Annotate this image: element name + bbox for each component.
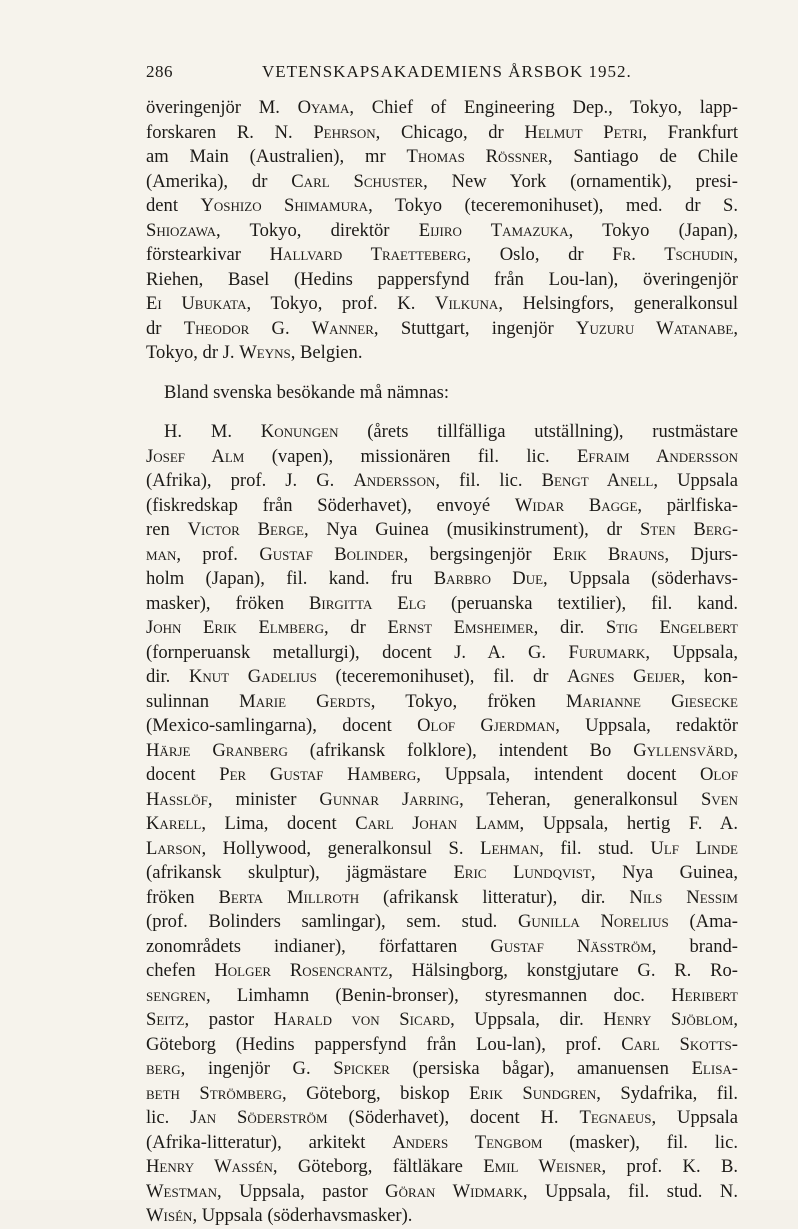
person-name: Gunilla Norelius <box>517 911 669 932</box>
person-name: Stig Engelbert <box>605 617 738 638</box>
person-name: Henry Wassén <box>146 1156 273 1177</box>
text-run: , Helsingfors, generalkonsul <box>498 293 738 314</box>
text-line <box>146 1082 738 1107</box>
text-run: (afrikansk folklore), intendent Bo <box>287 739 634 761</box>
person-name: Carl Schuster <box>291 170 424 192</box>
person-name: Furumark <box>568 641 646 663</box>
person-name: Efraim Andersson <box>577 445 738 467</box>
person-name: Andersson <box>353 470 436 491</box>
text-run: , Hollywood, generalkonsul S. <box>201 837 481 859</box>
text-run: , Tokyo, fröken <box>370 690 566 712</box>
text-line <box>146 292 738 317</box>
text-line <box>146 543 738 568</box>
text-run: , bergsingenjör <box>403 543 553 565</box>
person-name: Emil Weisner <box>483 1156 602 1177</box>
person-name: Larson <box>146 837 202 859</box>
text-run: , Nya Guinea, <box>590 862 739 883</box>
text-run: , Uppsala, hertig F. A. <box>519 813 738 834</box>
text-run: (prof. Bolinders samlingar), sem. stud. <box>146 911 518 932</box>
person-name: Gunnar Jarring <box>319 788 460 810</box>
text-run: , Stuttgart, ingenjör <box>373 317 577 339</box>
person-name: Konungen <box>260 421 339 442</box>
person-name: Yoshizo Shimamura <box>200 195 369 216</box>
person-name: Gyllensvärd <box>633 739 734 761</box>
person-name: Birgitta Elg <box>308 592 426 614</box>
text-line <box>146 1155 738 1180</box>
text-run: (afrikansk litteratur), dir. <box>359 886 630 908</box>
text-line <box>146 145 738 170</box>
person-name: Marianne Giesecke <box>565 690 738 712</box>
text-line <box>146 714 738 739</box>
text-run: , Teheran, generalkonsul <box>459 788 701 810</box>
person-name: Helmut Petri <box>524 121 643 143</box>
text-run: , Uppsala (söderhavs- <box>543 568 738 589</box>
text-run: , Santiago de Chile <box>547 146 739 167</box>
person-name: Jan Söderström <box>190 1107 328 1128</box>
text-line <box>146 494 738 519</box>
text-run: , Nya Guinea (musikinstrument), dr <box>303 519 640 540</box>
text-run: zonområdets indianer), författaren <box>146 935 491 957</box>
text-line <box>146 886 738 911</box>
text-run: , Tokyo (Japan), <box>568 219 738 241</box>
person-name: Shiozawa <box>146 219 216 241</box>
text-run: , fil. lic. <box>435 470 542 491</box>
text-run: sulinnan <box>146 690 240 712</box>
person-name: Lehman <box>480 837 540 859</box>
person-name: Tegnaeus <box>579 1107 652 1128</box>
text-run: , Tokyo, prof. K. <box>246 293 436 314</box>
text-run: , <box>733 1009 738 1030</box>
text-line <box>146 121 738 146</box>
text-run: , Uppsala (söderhavsmasker). <box>192 1205 413 1226</box>
text-line <box>146 763 738 788</box>
text-line <box>146 665 738 690</box>
text-run: , Sydafrika, fil. <box>596 1082 738 1104</box>
person-name: Vilkuna <box>435 293 499 314</box>
text-line <box>146 812 738 837</box>
person-name: John Erik Elmberg <box>146 617 324 638</box>
person-name: Weyns <box>239 342 291 363</box>
person-name: Olof Gjerdman <box>417 715 556 736</box>
person-name: berg <box>146 1058 181 1079</box>
text-run: , pastor <box>184 1009 274 1030</box>
text-run: , Uppsala, redaktör <box>555 715 738 736</box>
text-line <box>146 341 738 366</box>
person-name: Gustaf Bolinder <box>259 543 404 565</box>
text-line <box>146 518 738 543</box>
text-run: , Uppsala, intendent docent <box>416 764 700 785</box>
text-run: , prof. K. B. <box>601 1156 738 1177</box>
person-name: Carl Skotts- <box>621 1033 738 1055</box>
person-name: Sven <box>700 788 739 810</box>
person-name: Heribert <box>671 984 738 1006</box>
text-run: Tokyo, dr J. <box>146 342 240 363</box>
text-run: , fil. stud. <box>539 837 651 859</box>
text-line <box>146 170 738 195</box>
text-run: chefen <box>146 960 215 981</box>
text-run: masker), fröken <box>146 592 309 614</box>
person-name: Agnes Geijer <box>567 666 681 687</box>
text-run: fröken <box>146 886 219 908</box>
person-name: Yuzuru Watanabe <box>576 317 734 339</box>
person-name: Eijiro Tamazuka <box>418 219 569 241</box>
text-line <box>146 641 738 666</box>
text-run: , Belgien. <box>290 342 363 363</box>
text-line <box>146 268 738 293</box>
person-name: Göran Widmark <box>385 1180 523 1202</box>
person-name: Holger Rosencrantz <box>214 960 389 981</box>
text-run: dr <box>146 317 184 339</box>
text-line <box>146 788 738 813</box>
person-name: Carl Johan Lamm <box>355 813 520 834</box>
person-name: Bengt Anell <box>541 470 654 491</box>
text-line <box>146 469 738 494</box>
text-run: , Uppsala, <box>645 641 738 663</box>
text-line <box>146 690 738 715</box>
text-run: , Uppsala, dir. <box>450 1009 604 1030</box>
text-line <box>146 1204 738 1229</box>
text-line <box>146 243 738 268</box>
text-run: (Amerika), dr <box>146 170 292 192</box>
text-run: (afrikansk skulptur), jägmästare <box>146 862 454 883</box>
text-line <box>146 381 738 406</box>
person-name: Eric Lundqvist <box>453 862 591 883</box>
person-name: Elisa- <box>691 1058 739 1079</box>
text-run: am Main (Australien), mr <box>146 146 407 167</box>
text-run: , Tokyo (teceremonihuset), med. dr S. <box>368 195 738 216</box>
text-line <box>146 935 738 960</box>
text-run: forskaren R. N. <box>146 121 314 143</box>
person-name: Sten Berg- <box>639 519 739 540</box>
text-run: (fornperuansk metallurgi), docent J. A. G. <box>146 641 569 663</box>
text-run: , Chicago, dr <box>375 121 525 143</box>
text-run: , <box>733 317 739 339</box>
text-run: , Uppsala <box>651 1107 738 1128</box>
text-run: , Chief of Engineering Dep., Tokyo, lapp- <box>349 97 739 118</box>
person-name: Per Gustaf Hamberg <box>219 764 417 785</box>
text-line <box>146 219 738 244</box>
person-name: Anders Tengbom <box>392 1131 543 1153</box>
text-run: (persiska bågar), amanuensen <box>389 1058 692 1079</box>
text-run: , minister <box>207 788 320 810</box>
person-name: Henry Sjöblom <box>603 1009 734 1030</box>
person-name: Nils Nessim <box>629 886 738 908</box>
text-run: , Göteborg, biskop <box>281 1082 470 1104</box>
person-name: Spicker <box>333 1058 390 1079</box>
text-run: , Oslo, dr <box>466 244 613 265</box>
text-run: (Söderhavet), docent H. <box>327 1107 580 1128</box>
text-run: (Ama- <box>668 911 738 932</box>
person-name: Oyama <box>297 97 350 118</box>
text-run: , Lima, docent <box>201 813 356 834</box>
text-run: H. M. <box>164 421 261 442</box>
text-run: , dir. <box>533 617 606 638</box>
text-line <box>146 1131 738 1156</box>
text-run: Riehen, Basel (Hedins pappersfynd från Lou-lan), överingenjör <box>146 268 738 290</box>
text-run: , brand- <box>651 935 738 957</box>
paragraph <box>146 420 738 1229</box>
paragraph <box>146 96 738 366</box>
text-run: dent <box>146 195 201 216</box>
person-name: man <box>146 543 177 565</box>
person-name: Ulf Linde <box>650 837 738 859</box>
person-name: Victor Berge <box>187 519 304 540</box>
person-name: Olof <box>700 764 738 785</box>
text-run: , Göteborg, fältläkare <box>272 1156 484 1177</box>
text-run: , <box>733 244 739 265</box>
text-run: holm (Japan), fil. kand. fru <box>146 568 434 589</box>
text-line <box>146 445 738 470</box>
text-line <box>146 96 738 121</box>
person-name: Knut Gadelius <box>188 666 317 687</box>
person-name: sengren <box>146 984 206 1006</box>
text-run: Bland svenska besökande må nämnas: <box>164 381 450 403</box>
text-run: (vapen), missionären fil. lic. <box>244 445 578 467</box>
person-name: Erik Brauns <box>552 543 665 565</box>
text-run: , Uppsala, fil. stud. N. <box>522 1180 738 1202</box>
person-name: Westman <box>146 1180 217 1202</box>
person-name: Widar Bagge <box>514 494 638 516</box>
person-name: Theodor G. Wanner <box>183 317 374 339</box>
text-line <box>146 317 738 342</box>
text-line <box>146 837 738 862</box>
person-name: Härje Granberg <box>146 739 288 761</box>
text-run: (Afrika-litteratur), arkitekt <box>146 1131 393 1153</box>
text-run: överingenjör M. <box>146 97 298 118</box>
running-title: VETENSKAPSAKADEMIENS ÅRSBOK 1952. <box>262 62 632 81</box>
person-name: Pehrson <box>313 121 376 143</box>
text-run: dir. <box>146 666 189 687</box>
person-name: Wisén <box>146 1205 193 1226</box>
text-run: lic. <box>146 1107 191 1128</box>
text-line <box>146 1008 738 1033</box>
text-line <box>146 592 738 617</box>
text-line <box>146 1057 738 1082</box>
text-run: docent <box>146 764 220 785</box>
person-name: Berta Millroth <box>218 886 360 908</box>
text-run: (fiskredskap från Söderhavet), envoyé <box>146 494 515 516</box>
paragraph <box>146 381 738 406</box>
text-line <box>146 1033 738 1058</box>
person-name: Erik Sundgren <box>469 1082 597 1104</box>
text-line <box>146 1106 738 1131</box>
person-name: Ernst Emsheimer <box>387 617 534 638</box>
person-name: Barbro Due <box>433 568 544 589</box>
person-name: Josef Alm <box>146 445 245 467</box>
page-header <box>146 62 736 84</box>
person-name: Ei Ubukata <box>146 293 247 314</box>
text-run: , Uppsala, pastor <box>217 1180 386 1202</box>
text-run: , New York (ornamentik), presi- <box>423 170 738 192</box>
person-name: Karell <box>146 813 202 834</box>
text-run: , Tokyo, direktör <box>215 219 419 241</box>
text-run: ren <box>146 519 188 540</box>
text-run: , Djurs- <box>664 543 738 565</box>
person-name: Fr. Tschudin <box>612 244 734 265</box>
text-line <box>146 616 738 641</box>
text-run: , kon- <box>680 666 738 687</box>
page-number: 286 <box>146 62 173 81</box>
text-run: , prof. <box>176 543 260 565</box>
text-run: (peruanska textilier), fil. kand. <box>425 592 739 614</box>
person-name: Marie Gerdts <box>239 690 371 712</box>
text-run: , ingenjör G. <box>180 1058 334 1079</box>
text-line <box>146 420 738 445</box>
body-text <box>146 96 738 1229</box>
person-name: Seitz <box>146 1009 185 1030</box>
text-run: (masker), fil. lic. <box>542 1131 738 1153</box>
person-name: beth Strömberg <box>146 1082 282 1104</box>
text-line <box>146 739 738 764</box>
text-run: förstearkivar <box>146 244 270 265</box>
text-line <box>146 959 738 984</box>
person-name: Hallvard Traetteberg <box>269 244 467 265</box>
text-run: , dr <box>323 617 388 638</box>
text-line <box>146 567 738 592</box>
text-run: , Uppsala <box>653 470 739 491</box>
text-line <box>146 984 738 1009</box>
text-run: (årets tillfälliga utställning), rustmästare <box>338 421 739 442</box>
text-run: (teceremonihuset), fil. dr <box>316 666 568 687</box>
text-run: , pärlfiska- <box>637 494 738 516</box>
person-name: Hasslöf <box>146 788 208 810</box>
text-run: , Frankfurt <box>642 121 738 143</box>
text-line <box>146 861 738 886</box>
text-run: , <box>733 739 738 761</box>
text-run: (Mexico-samlingarna), docent <box>146 715 418 736</box>
person-name: Thomas Rössner <box>406 146 548 167</box>
text-run: , Hälsingborg, konstgjutare G. R. Ro- <box>388 960 739 981</box>
person-name: Harald von Sicard <box>273 1009 451 1030</box>
person-name: Gustaf Näsström <box>490 935 652 957</box>
text-line <box>146 1180 738 1205</box>
text-line <box>146 194 738 219</box>
text-line <box>146 910 738 935</box>
text-run: Göteborg (Hedins pappersfynd från Lou-lan), prof. <box>146 1033 622 1055</box>
text-run: (Afrika), prof. J. G. <box>146 470 354 491</box>
text-run: , Limhamn (Benin-bronser), styresmannen doc. <box>205 984 672 1006</box>
